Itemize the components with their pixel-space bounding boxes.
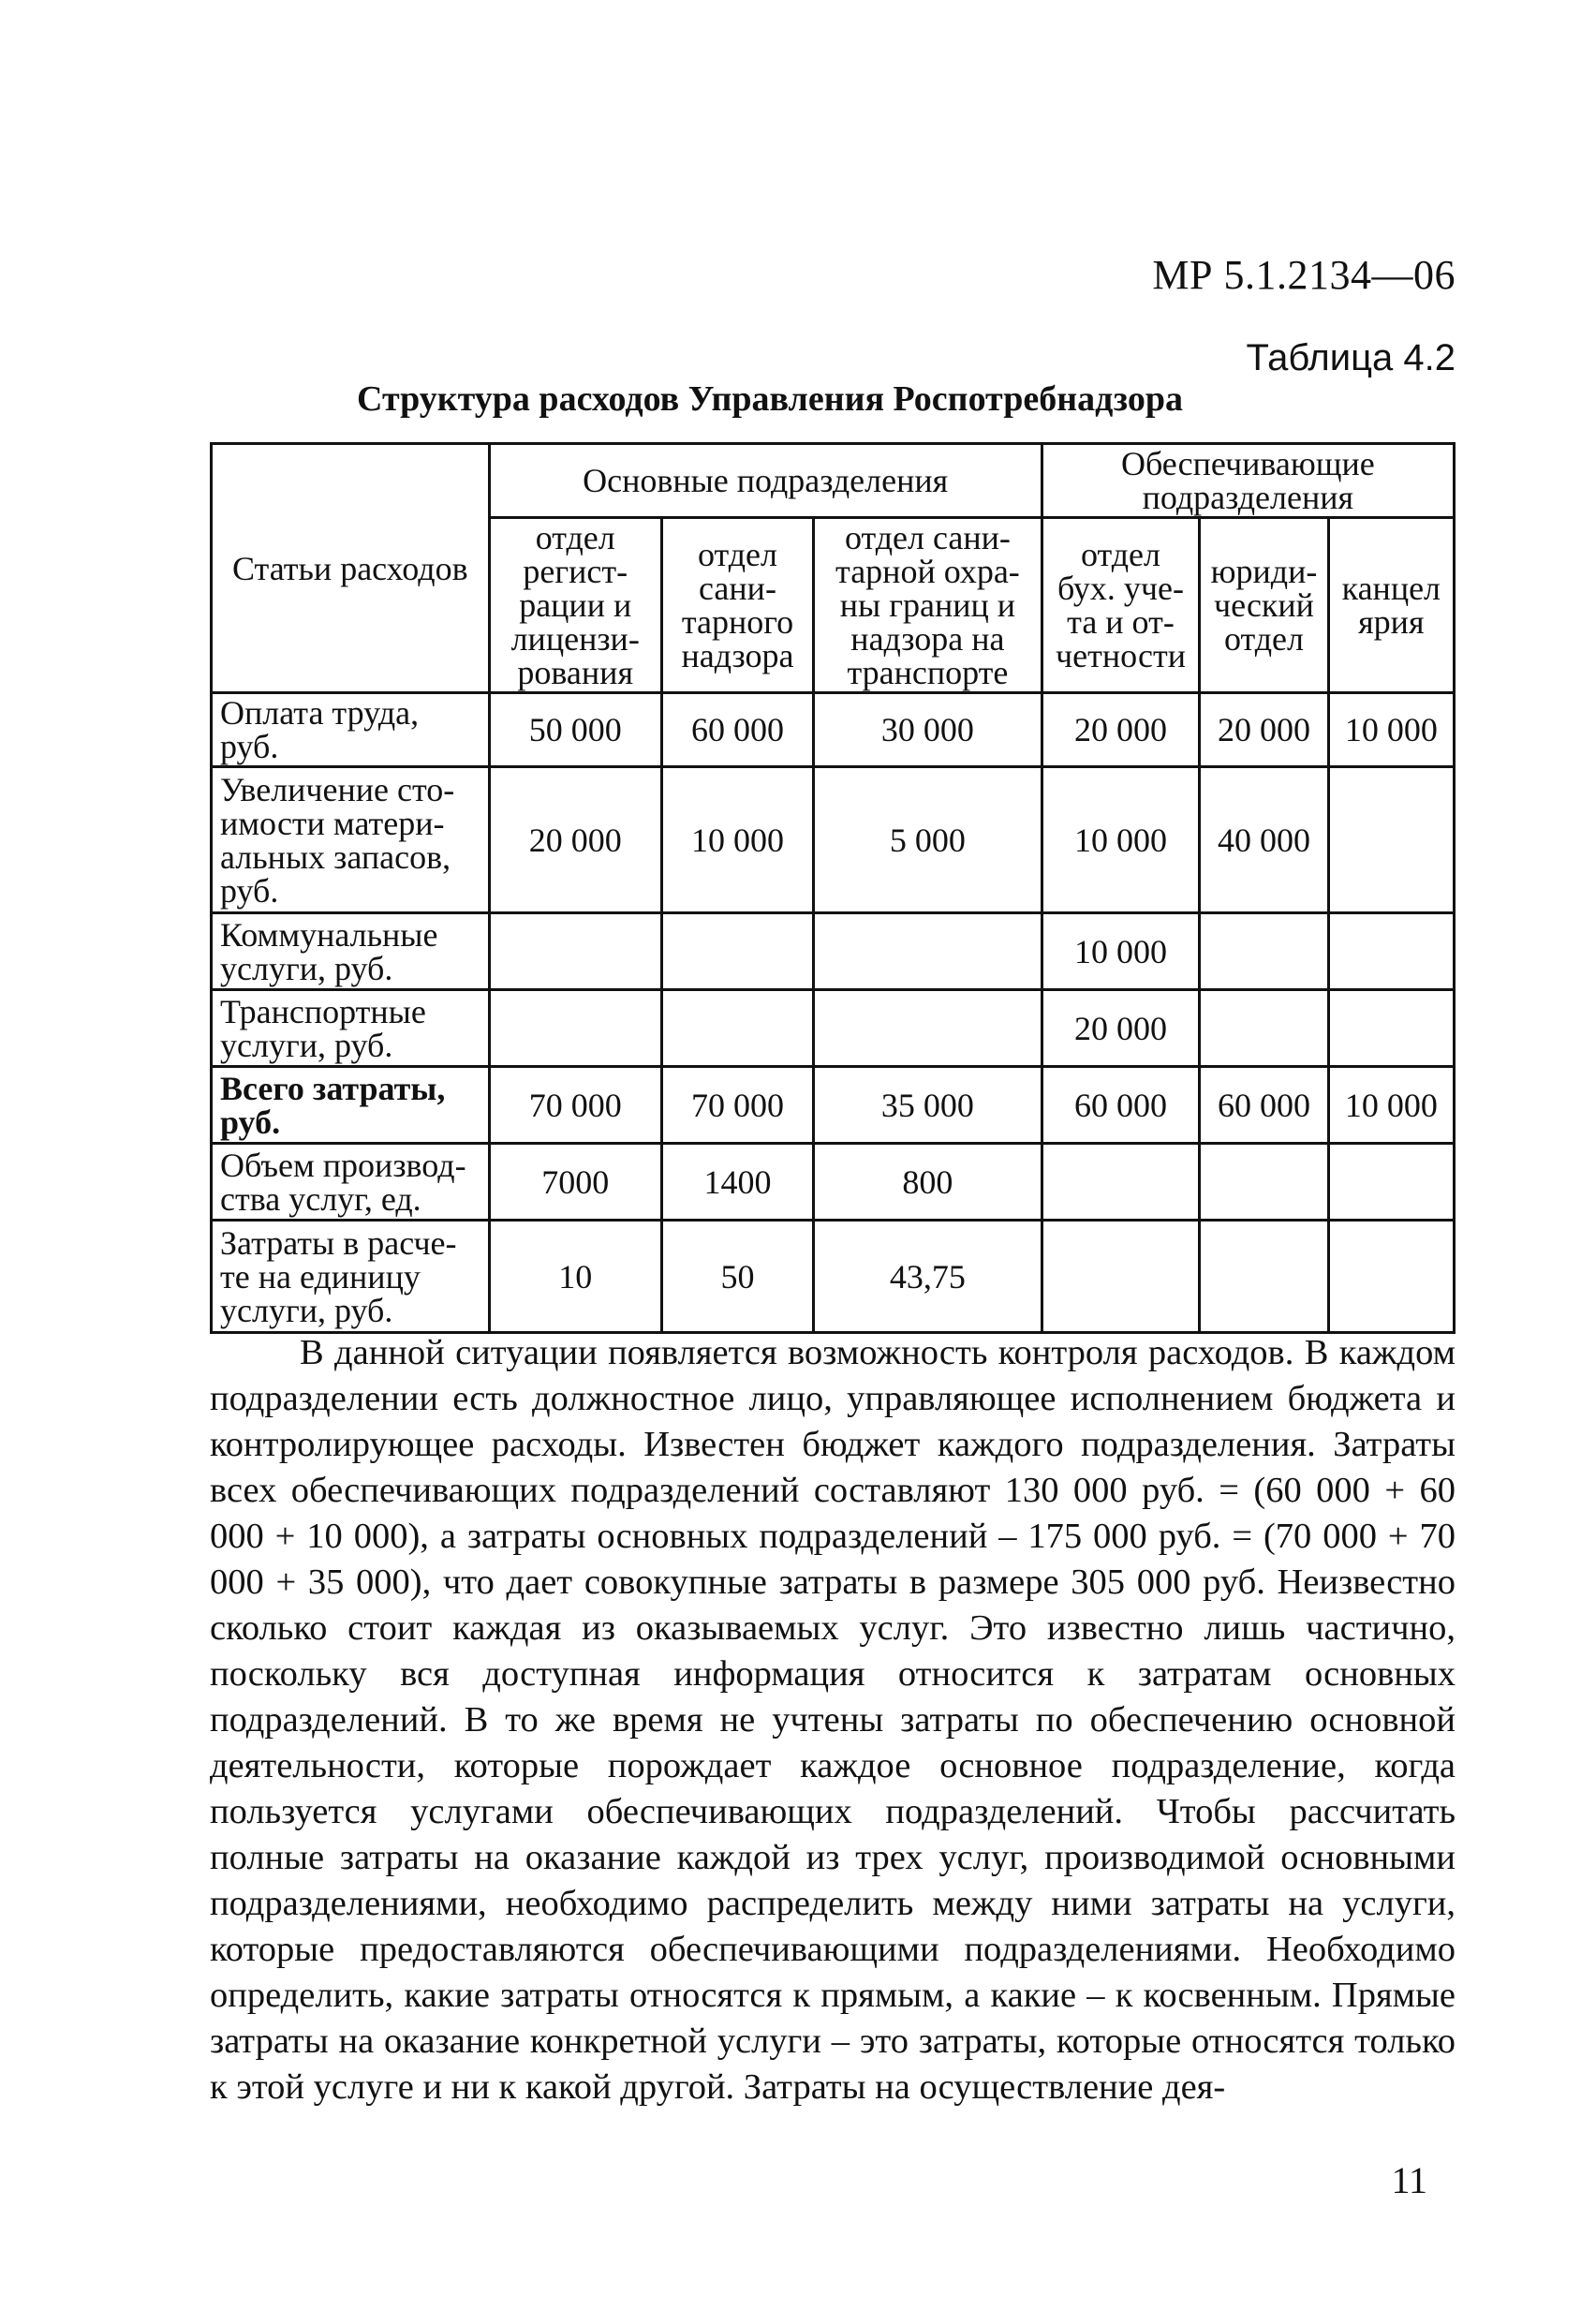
row-label: Оплата труда, руб. xyxy=(212,693,490,767)
table-label: Таблица 4.2 xyxy=(1246,337,1456,378)
table-cell: 50 000 xyxy=(489,693,661,767)
table-cell: 20 000 xyxy=(1042,990,1200,1067)
table-cell xyxy=(661,913,813,990)
table-row xyxy=(212,1144,1455,1221)
table-cell: 30 000 xyxy=(814,693,1042,767)
table-cell xyxy=(661,990,813,1067)
table-cell: 10 000 xyxy=(661,767,813,913)
table-cell xyxy=(814,990,1042,1067)
table-cell xyxy=(814,913,1042,990)
row-label: Коммунальные услуги, руб. xyxy=(212,913,490,990)
row-label: Транспортные услуги, руб. xyxy=(212,990,490,1067)
row-label: Объем производ-ства услуг, ед. xyxy=(212,1144,490,1221)
column-header: отдел сани-тарной охра-ны границ и надзора на транспорте xyxy=(814,518,1042,693)
table-cell xyxy=(1328,767,1454,913)
table-cell: 20 000 xyxy=(1200,693,1328,767)
table-cell: 800 xyxy=(814,1144,1042,1221)
table-cell: 35 000 xyxy=(814,1067,1042,1144)
table-cell: 70 000 xyxy=(489,1067,661,1144)
body-text: В данной ситуации появляется возможность контроля расходов. В каждом подразделении есть должностное лицо, управляющее исполнением бюджета и контролирующее расходы. Известен бюджет каждого подразделения. Затраты всех обеспечивающих подразделений составляют 130 000 руб. = (60 000 + 60 000 + 10 000), а затраты основных подразделений – 175 000 руб. = (70 000 + 70 000 + 35 000), что дает совокупные затраты в размере 305 000 руб. Неизвестно сколько стоит каждая из оказываемых услуг. Это известно лишь частично, поскольку вся доступная информация относится к затратам основных подразделений. В то же время не учтены затраты по обеспечению основной деятельности, которые порождает каждое основное подразделение, когда пользуется услугами обеспечивающих подразделений. Чтобы рассчитать полные затраты на оказание каждой из трех услуг, производимой основными подразделениями, необходимо распределить между ними затраты на услуги, которые предоставляются обеспечивающими подразделениями. Необходимо определить, какие затраты относятся к прямым, а какие – к косвенным. Прямые затраты на оказание конкретной услуги – это затраты, которые относятся только к этой услуге и ни к какой другой. Затраты на осуществление дея- xyxy=(210,1333,1456,2107)
table-cell: 10 000 xyxy=(1328,1067,1454,1144)
document-id: МР 5.1.2134—06 xyxy=(1152,252,1456,298)
column-header: отдел бух. уче-та и от-четности xyxy=(1042,518,1200,693)
table-cell: 7000 xyxy=(489,1144,661,1221)
table-cell xyxy=(1328,1144,1454,1221)
table-cell xyxy=(1200,1221,1328,1333)
table-cell: 1400 xyxy=(661,1144,813,1221)
row-label: Затраты в расче-те на единицу услуги, руб. xyxy=(212,1221,490,1333)
table-row xyxy=(212,1221,1455,1333)
column-header: отдел сани-тарного надзора xyxy=(661,518,813,693)
table-cell: 60 000 xyxy=(1042,1067,1200,1144)
table-title: Структура расходов Управления Роспотребнадзора xyxy=(357,379,1183,419)
body-paragraph xyxy=(210,1330,1456,2110)
table-cell: 5 000 xyxy=(814,767,1042,913)
group-header-main: Основные подразделения xyxy=(489,444,1042,518)
column-header: отдел регист-рации и лицензи-рования xyxy=(489,518,661,693)
table-cell xyxy=(489,990,661,1067)
table-cell: 60 000 xyxy=(1200,1067,1328,1144)
table-cell xyxy=(1328,990,1454,1067)
table-row xyxy=(212,767,1455,913)
column-header: канцел ярия xyxy=(1328,518,1454,693)
column-header: юриди-ческий отдел xyxy=(1200,518,1328,693)
table-cell: 60 000 xyxy=(661,693,813,767)
corner-header: Статьи расходов xyxy=(212,444,490,693)
expenses-table xyxy=(210,442,1456,1334)
table-cell xyxy=(1042,1144,1200,1221)
table-row xyxy=(212,693,1455,767)
table-cell: 50 xyxy=(661,1221,813,1333)
table-cell xyxy=(1200,990,1328,1067)
table-cell: 43,75 xyxy=(814,1221,1042,1333)
table-cell: 10 000 xyxy=(1042,767,1200,913)
table-cell xyxy=(1328,913,1454,990)
page-number: 11 xyxy=(1391,2159,1427,2201)
table-cell xyxy=(1042,1221,1200,1333)
table-cell: 10 000 xyxy=(1328,693,1454,767)
table-cell xyxy=(1200,913,1328,990)
table-cell: 20 000 xyxy=(1042,693,1200,767)
table-cell xyxy=(1328,1221,1454,1333)
group-header-support: Обеспечивающие подразделения xyxy=(1042,444,1454,518)
table-cell xyxy=(1200,1144,1328,1221)
table-cell: 20 000 xyxy=(489,767,661,913)
table-row xyxy=(212,913,1455,990)
table-cell: 10 xyxy=(489,1221,661,1333)
table-cell: 10 000 xyxy=(1042,913,1200,990)
row-label: Всего затраты, руб. xyxy=(212,1067,490,1144)
table-cell: 70 000 xyxy=(661,1067,813,1144)
table-header-row-groups xyxy=(212,444,1455,518)
table-cell: 40 000 xyxy=(1200,767,1328,913)
table-row xyxy=(212,990,1455,1067)
table-row-total xyxy=(212,1067,1455,1144)
row-label: Увеличение сто-имости матери-альных запасов, руб. xyxy=(212,767,490,913)
table-cell xyxy=(489,913,661,990)
